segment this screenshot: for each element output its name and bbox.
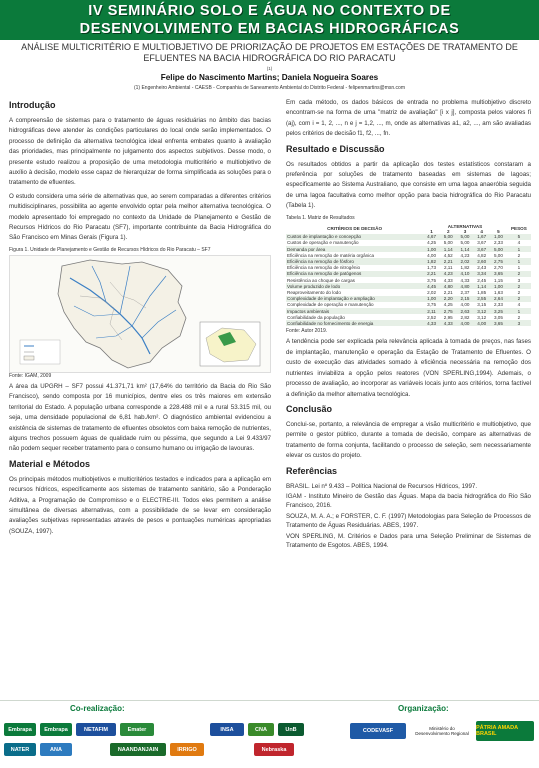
criterion-cell: Eficiência na remoção de nitrogênio [287, 265, 361, 271]
score-cell: 1,00 [490, 283, 507, 289]
score-cell: 2,11 [443, 265, 453, 271]
score-cell: 4,00 [473, 320, 490, 326]
table-caption: Tabela 1. Matriz de Resultados [286, 214, 355, 221]
affiliation: (1) Engenheiro Ambiental - CAESB - Companhia de Saneamento Ambiental do Distrito Federal - felipenmartins@msn.com [133, 85, 406, 91]
score-cell: 2,20 [440, 296, 457, 302]
intro-heading: Introdução [9, 100, 56, 110]
score-cell: 4,52 [443, 252, 453, 258]
paper-title: ANÁLISE MULTICRITÉRIO E MULTIOBJETIVO DE PRIORIZAÇÃO DE PROJETOS EM ESTAÇÕES DE TRATAMENTO DE EFLUENTES NA BACIA HIDROGRÁFICA DO RIO PARACATU [21, 42, 518, 63]
score-cell: 3,12 [477, 314, 487, 320]
score-cell: 2,21 [440, 258, 457, 264]
score-cell: 2,64 [490, 296, 507, 302]
alternative-number: 1 [430, 228, 433, 234]
weight-cell: 1 [507, 258, 531, 264]
reference-item: SOUZA, M. A. A.; e FORSTER, C. F. (1997) Metodologias para Seleção de Processos de Tratamento de Águas Residuárias. ABES, 1997. [286, 512, 531, 530]
criterion-cell: Complexidade de implantação e ampliação [286, 296, 423, 302]
ana-logo: ANA [40, 743, 72, 756]
score-cell: 2,02 [457, 258, 474, 264]
poster-header [0, 0, 539, 40]
score-cell: 2,52 [427, 314, 437, 320]
table-source: Fonte: Autor 2019. [286, 328, 328, 335]
score-cell: 3,75 [427, 302, 437, 308]
score-cell: 2,43 [477, 265, 487, 271]
score-cell: 3,25 [490, 308, 507, 314]
weight-cell: 2 [507, 296, 531, 302]
score-cell: 5,00 [440, 234, 457, 240]
weight-cell: 1 [517, 265, 521, 271]
alternative-number: 5 [497, 228, 500, 234]
score-cell: 2,02 [427, 289, 437, 295]
event-title-line1: IV SEMINÁRIO SOLO E ÁGUA NO CONTEXTO DE [88, 3, 451, 19]
figure-caption: Figura 1. Unidade de Planejamento e Gestão de Recursos Hídricos do Rio Paracatu – SF7 [9, 246, 211, 253]
intro-paragraph-2: O estudo considera uma série de alternativas que, ao serem comparadas a diferentes critérios multidisciplinares, possibilita ao agente envolvido optar pela melhor alternativa tecnológica. O modelo apresentado foi empregado no contexto da Unidade de Planejamento e Gestão de Recursos Hídricos do Rio Paracatu (SF7), importante contribuinte da Bacia Hidrográfica do São Francisco em Minas Gerais (Figura 1). [9, 192, 271, 242]
score-cell: 4,23 [440, 271, 457, 277]
score-cell: 2,75 [440, 308, 457, 314]
sponsors-footer [0, 700, 539, 768]
codevasf-logo: CODEVASF [350, 723, 406, 739]
score-cell: 3,05 [493, 314, 503, 320]
score-cell: 4,33 [460, 277, 470, 283]
score-cell: 1,82 [423, 258, 440, 264]
emater-logo: Emater [120, 723, 154, 736]
weight-cell: 2 [517, 252, 521, 258]
score-cell: 4,80 [457, 283, 474, 289]
author-superscript: (1) [266, 66, 273, 71]
reference-item: IGAM - Instituto Mineiro de Gestão das Águas. Mapa da bacia hidrográfica do Rio São Francisco, 2016. [286, 492, 531, 510]
score-cell: 3,12 [473, 308, 490, 314]
score-cell: 2,95 [443, 314, 453, 320]
score-cell: 3,34 [473, 271, 490, 277]
criterion-cell: Resistência ao choque de cargas [287, 277, 355, 283]
reference-item: BRASIL. Lei nº 9.433 – Política Nacional de Recursos Hídricos, 1997. [286, 482, 478, 490]
score-cell: 2,21 [423, 271, 440, 277]
score-cell: 4,23 [460, 252, 470, 258]
score-cell: 5,00 [443, 240, 453, 246]
criterion-cell: Complexidade de operação e manutenção [287, 302, 374, 308]
score-cell: 4,33 [443, 277, 453, 283]
event-title-line2: DESENVOLVIMENTO EM BACIAS HIDROGRÁFICAS [79, 21, 460, 37]
criterion-cell: Eficiência na remoção de matéria orgânica [287, 252, 375, 258]
score-cell: 5,00 [493, 252, 503, 258]
weight-cell: 1 [507, 308, 531, 314]
score-cell: 3,15 [477, 302, 487, 308]
weight-cell: 5 [507, 234, 531, 240]
score-cell: 3,65 [490, 320, 507, 326]
score-cell: 4,82 [477, 252, 487, 258]
criterion-cell: Custos de implantação e concepção [286, 234, 423, 240]
score-cell: 4,33 [440, 320, 457, 326]
score-cell: 2,11 [423, 308, 440, 314]
criterion-cell: Impactos ambientais [286, 308, 423, 314]
score-cell: 2,70 [493, 265, 503, 271]
cna-logo: CNA [248, 723, 274, 736]
table-row [286, 320, 531, 326]
weight-cell: 2 [517, 289, 521, 295]
embrapa-logo: Embrapa [4, 723, 36, 736]
score-cell: 1,82 [460, 265, 470, 271]
methods-paragraph-1: Os principais métodos multiobjetivos e multicritérios testados e indicados para a aplicação em recursos hídricos, especificamente aos sistemas de tratamento sanitário, são a Ponderação Aditiva, a Programação de Compromisso e o ELECTRE-III. Todos eles permitem a análise simultânea de diversas alternativas, com a possibilidade de se levar em consideração avaliações subjetivas representadas através de pesos e pontuações numéricas apropriadas (SOUZA, 1997). [9, 475, 271, 535]
header-weights: PESOS [510, 226, 527, 232]
score-cell: 1,14 [440, 246, 457, 252]
intro-paragraph-1: A compreensão de sistemas para o tratamento de águas residuárias no âmbito das bacias hidrográficas deve atender às condições particulares do local onde serão implementados. O processo de definição da alternativa tecnológica ideal enfrenta embates quanto à avaliação das prioridades, mas principalmente no julgamento dos aspectos subjetivos. Desse modo, o presente estudo realizou a proposição de uma metodologia multicritério e multiobjetivo de auxílio à decisão, modelo esse capaz de hierarquizar de forma simplificada as soluções para o tratamento de efluentes. [9, 117, 271, 187]
score-cell: 1,00 [423, 296, 440, 302]
nater-logo: NATER [4, 743, 36, 756]
criterion-cell: Volume produzido de lodo [286, 283, 423, 289]
alternative-number: 2 [446, 228, 450, 234]
score-cell: 1,14 [457, 246, 474, 252]
ministry-logo: Ministério do Desenvolvimento Regional [412, 721, 472, 741]
score-cell: 4,25 [443, 302, 453, 308]
header-criteria: CRITÉRIOS DE DECISÃO [327, 226, 383, 232]
basin-map-figure [9, 255, 271, 373]
naandanjain-logo: NAANDANJAIN [110, 743, 166, 756]
results-heading: Resultado e Discussão [286, 143, 385, 154]
brasil-government-logo: PÁTRIA AMADA BRASIL [476, 721, 534, 741]
weight-cell: 4 [517, 302, 521, 308]
score-cell: 1,00 [490, 234, 507, 240]
score-cell: 4,10 [457, 271, 474, 277]
score-cell: 1,14 [473, 283, 490, 289]
weight-cell: 3 [517, 277, 521, 283]
basin-map-graphic [10, 256, 272, 374]
score-cell: 2,63 [457, 308, 474, 314]
table-body [286, 234, 531, 327]
methods-paragraph-2: Em cada método, os dados básicos de entrada no problema multiobjetivo discreto encontram-se na forma de uma "matriz de avaliação" [i x j], composta pelos valores fi (aj), com i = 1, 2, ..., n e j = 1,2, ..., m, onde as alternativas a1, a2, ..., am são avaliadas pelos critérios de decisão f1, f2, ..., fn. [286, 99, 531, 138]
weight-cell: 4 [517, 240, 521, 246]
score-cell: 4,00 [457, 320, 474, 326]
score-cell: 2,82 [460, 314, 470, 320]
score-cell: 3,75 [427, 277, 437, 283]
score-cell: 4,25 [427, 240, 437, 246]
methods-heading: Material e Métodos [9, 458, 91, 469]
criterion-cell: Custos de operação e manutenção [287, 240, 359, 246]
score-cell: 2,45 [477, 277, 487, 283]
references-heading: Referências [286, 465, 338, 476]
score-cell: 2,33 [493, 302, 503, 308]
alternative-number: 3 [463, 228, 467, 234]
score-cell: 2,21 [443, 289, 453, 295]
weight-cell: 2 [507, 271, 531, 277]
score-cell: 2,33 [493, 240, 503, 246]
left-column [9, 96, 271, 540]
unb-logo: UnB [278, 723, 304, 736]
alternative-number: 4 [480, 228, 483, 234]
score-cell: 2,15 [457, 296, 474, 302]
header-alternatives: ALTERNATIVAS [447, 223, 483, 229]
criterion-cell: Confiabilidade no fornecimento de energia [286, 320, 423, 326]
score-cell: 4,33 [423, 320, 440, 326]
weight-cell: 2 [517, 314, 521, 320]
score-cell: 2,37 [460, 289, 470, 295]
score-cell: 1,73 [427, 265, 437, 271]
score-cell: 5,00 [457, 234, 474, 240]
score-cell: 2,75 [490, 258, 507, 264]
weight-cell: 3 [507, 320, 531, 326]
results-paragraph-1: Os resultados obtidos a partir da aplicação dos testes estatísticos constaram a preferência por soluções de tratamento baseadas em sistemas de lagoas; especificamente ao Sistema Australiano, que consiste em uma lagoa anaeróbia seguida de uma lagoa facultativa como melhor opção para bacia hidrográfica do Rio Paracatu (Tabela 1). [286, 160, 531, 210]
insa-logo: INSA [210, 723, 244, 736]
figure-source: Fonte: IGAM, 2009 [9, 372, 52, 379]
weight-cell: 2 [507, 283, 531, 289]
authors: Felipe do Nascimento Martins; Daniela Nogueira Soares [160, 73, 379, 82]
score-cell: 3,67 [477, 240, 487, 246]
score-cell: 1,85 [477, 289, 487, 295]
score-cell: 2,60 [473, 258, 490, 264]
right-column [286, 96, 531, 551]
score-cell: 5,00 [460, 240, 470, 246]
weight-cell: 1 [507, 246, 531, 252]
score-cell: 4,00 [460, 302, 470, 308]
score-cell: 2,55 [473, 296, 490, 302]
score-cell: 4,67 [423, 234, 440, 240]
netafim-logo: NETAFIM [76, 723, 116, 736]
score-cell: 4,80 [440, 283, 457, 289]
embrapa-cerrados-logo: Embrapa [40, 723, 72, 736]
irrigo-logo: IRRIGO [170, 743, 204, 756]
conclusion-paragraph: Conclui-se, portanto, a relevância de empregar a visão multicritério e multiobjetivo, que permite o gestor público, durante a tomada de decisão, compare as alternativas de tratamento de forma conjunta, facilitando o processo de seleção, sem necessariamente elevar os custos do projeto. [286, 420, 531, 460]
criterion-cell: Eficiência na remoção de fósforo [286, 258, 423, 264]
co-realization-label: Co-realização: [70, 704, 125, 713]
score-cell: 1,67 [473, 234, 490, 240]
score-cell: 1,63 [493, 289, 503, 295]
criterion-cell: Demanda por área [286, 246, 423, 252]
score-cell: 1,15 [493, 277, 503, 283]
score-cell: 5,00 [490, 246, 507, 252]
criterion-cell: Eficiência na remoção de patógenos [286, 271, 423, 277]
score-cell: 3,67 [473, 246, 490, 252]
nebraska-logo: Nebraska [254, 743, 294, 756]
criterion-cell: Confiabilidade da população [287, 314, 345, 320]
criterion-cell: Reaproveitamento do lodo [287, 289, 341, 295]
results-paragraph-2: A tendência pode ser explicada pela relevância aplicada à tomada de preços, nas fases de implantação, manutenção e operação da Estação de Tratamento de Efluentes. O custo de execução das atividades somado à eficiência necessária na remoção dos nutrientes inviabiliza a opção pelos reatores (VON SPERLING,1994). Ademais, o processo de avaliação, ao incorporar as variáveis locais junto aos critérios, torna factível a definição da melhor alternativa tecnológica. [286, 338, 531, 398]
score-cell: 4,45 [423, 283, 440, 289]
organization-label: Organização: [398, 704, 449, 713]
score-cell: 3,65 [490, 271, 507, 277]
conclusion-heading: Conclusão [286, 403, 333, 414]
reference-item: VON SPERLING, M. Critérios e Dados para uma Seleção Preliminar de Sistemas de Tratamento de Esgotos. ABES, 1994. [286, 532, 531, 549]
score-cell: 4,00 [427, 252, 437, 258]
score-cell: 1,00 [423, 246, 440, 252]
intro-paragraph-3: A área da UPGRH – SF7 possui 41.371,71 km² (17,64% do território da Bacia do Rio São Francisco), sendo composta por 16 municípios, dentre eles os três maiores em extensão territorial do Estado. A população urbana corresponde a 228.488 mil e a rural 53.315 mil, ou seja, uma densidade populacional de 6,81 hab./km². O diagnóstico ambiental evidenciou a existência de sistemas de tratamento de efluentes obsoletos com baixa remoção de nutrientes, alguns trechos possuem águas de qualidade ruim ou péssima, que segundo a Lei 9.433/97 não podem sequer receber tratamento para o consumo humano ou irrigação de lavouras. [9, 382, 271, 453]
results-matrix-table [286, 224, 531, 327]
